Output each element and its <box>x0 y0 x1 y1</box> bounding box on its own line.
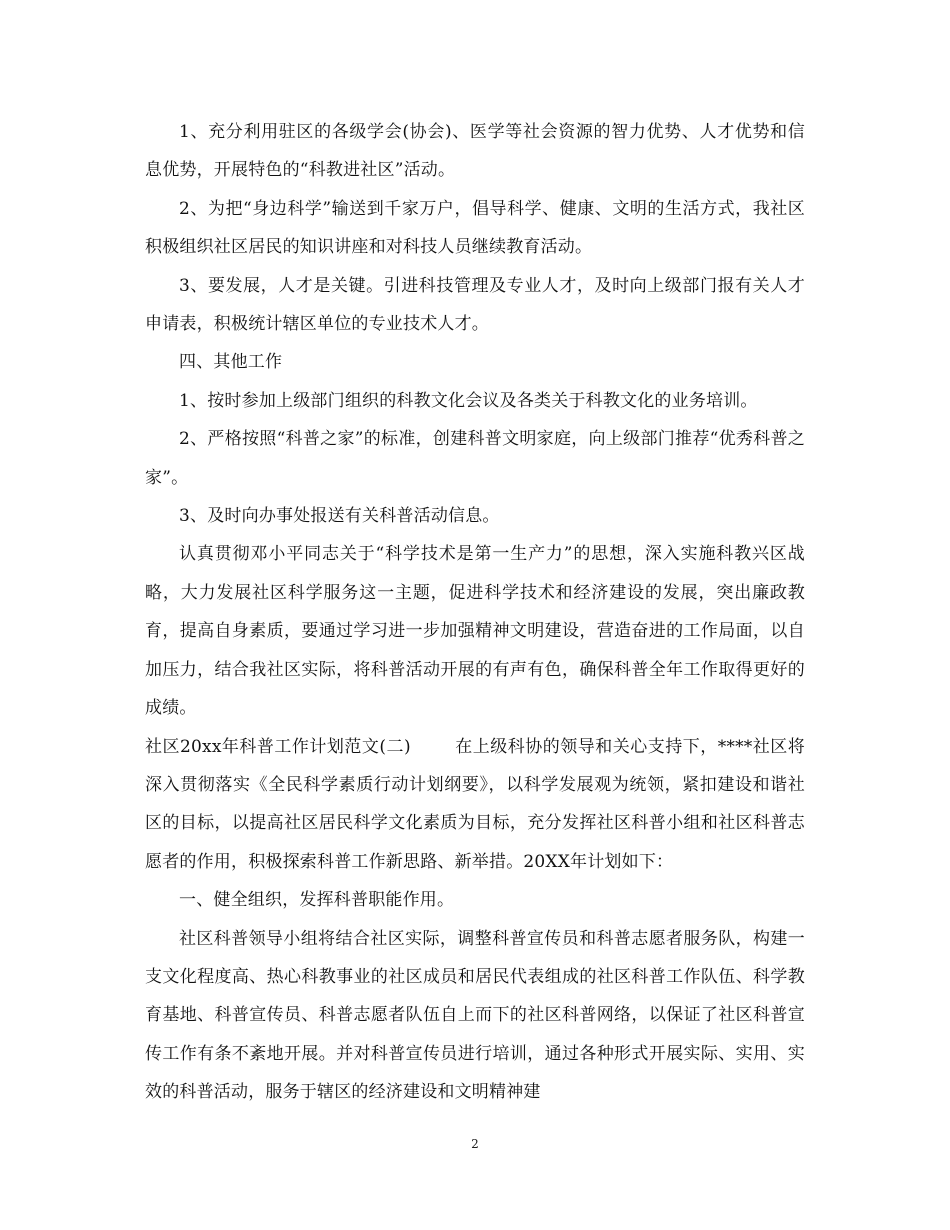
paragraph-organization: 社区科普领导小组将结合社区实际，调整科普宣传员和科普志愿者服务队，构建一支文化程度高、热心科教事业的社区成员和居民代表组成的社区科普工作队伍、科学教育基地、科普宣传员、科普志愿者队伍自上而下的社区科普网络，以保证了社区科普宣传工作有条不紊地开展。并对科普宣传员进行培训，通过各种形式开展实际、实用、实效的科普活动，服务于辖区的经济建设和文明精神建 <box>145 928 805 1103</box>
paragraph-6: 2、严格按照“科普之家”的标准，创建科普文明家庭，向上级部门推荐“优秀科普之家”。 <box>145 429 805 488</box>
paragraph-2: 2、为把“身边科学”输送到千家万户，倡导科学、健康、文明的生活方式，我社区积极组织社区居民的知识讲座和对科技人员继续教育活动。 <box>145 198 805 258</box>
paragraph-5: 1、按时参加上级部门组织的科教文化会议及各类关于科教文化的业务培训。 <box>179 390 758 411</box>
document-body <box>145 113 805 1112</box>
section-title: 社区20xx年科普工作计划范文(二) <box>145 736 411 757</box>
paragraph-3: 3、要发展，人才是关键。引进科技管理及专业人才，及时向上级部门报有关人才申请表，积极统计辖区单位的专业技术人才。 <box>145 275 805 335</box>
section-subheading: 一、健全组织，发挥科普职能作用。 <box>179 890 455 911</box>
paragraph-7: 3、及时向办事处报送有关科普活动信息。 <box>179 506 500 527</box>
paragraph-8: 认真贯彻邓小平同志关于“科学技术是第一生产力”的思想，深入实施科教兴区战略，大力发展社区科学服务这一主题，促进科学技术和经济建设的发展，突出廉政教育，提高自身素质，要通过学习进一步加强精神文明建设，营造奋进的工作局面，以自加压力，结合我社区实际，将科普活动开展的有声有色，确保科普全年工作取得更好的成绩。 <box>145 544 805 719</box>
section-heading-other-work: 四、其他工作 <box>179 352 283 373</box>
section-title-paragraph <box>145 728 805 882</box>
page-number: 2 <box>471 1137 479 1151</box>
section-intro: 在上级科协的领导和关心支持下，****社区将深入贯彻落实《全民科学素质行动计划纲要》，以科学发展观为统领，紧扣建设和谐社区的目标，以提高社区居民科学文化素质为目标，充分发挥社区科普小组和社区科普志愿者的作用，积极探索科普工作新思路、新举措。20XX年计划如下： <box>145 736 806 872</box>
paragraph-1: 1、充分利用驻区的各级学会(协会)、医学等社会资源的智力优势、人才优势和信息优势，开展特色的“科教进社区”活动。 <box>145 122 805 181</box>
